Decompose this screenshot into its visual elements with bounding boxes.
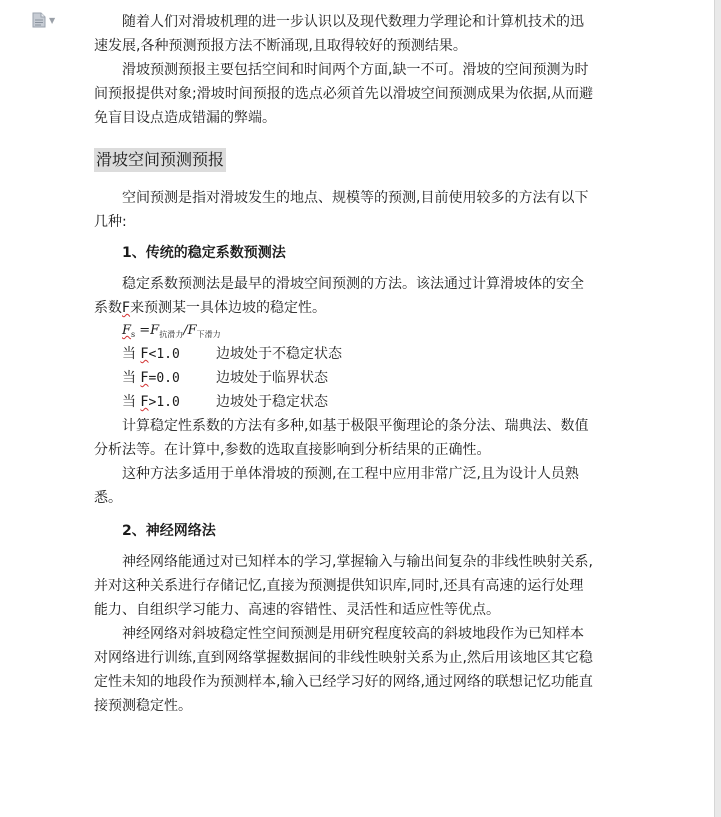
condition-prefix: 当 (122, 346, 141, 362)
condition-text: 边坡处于临界状态 (216, 370, 328, 386)
condition-var: F (140, 346, 149, 362)
chevron-down-icon: ▼ (49, 15, 56, 25)
formula-div: /F (183, 323, 197, 338)
formula-lhs-sub: s (131, 330, 136, 339)
intro-paragraph-1: 随着人们对滑坡机理的进一步认识以及现代数理力学理论和计算机技术的迅速发展,各种预测预报方法不断涌现,且取得较好的预测结果。 (94, 14, 584, 54)
method1-p1-after: 来预测某一具体边坡的稳定性。 (130, 300, 327, 316)
condition-row (122, 366, 594, 390)
formula-num-sub: 抗滑力 (159, 330, 184, 339)
condition-op: =0.0 (148, 371, 180, 386)
condition-text: 边坡处于不稳定状态 (216, 346, 342, 362)
condition-var: F (140, 370, 149, 386)
formula-eq: =F (139, 323, 160, 338)
document-icon (32, 12, 46, 28)
safety-factor-formula (122, 320, 594, 342)
condition-text: 边坡处于稳定状态 (216, 394, 328, 410)
intro-paragraph-2: 滑坡预测预报主要包括空间和时间两个方面,缺一不可。滑坡的空间预测为时间预报提供对象;滑坡时间预报的选点必须首先以滑坡空间预测成果为依据,从而避免盲目设点造成错漏的弊端。 (94, 62, 594, 126)
section-heading: 滑坡空间预测预报 (94, 148, 226, 172)
document-menu-button[interactable] (32, 12, 58, 28)
condition-row (122, 342, 594, 366)
condition-op: <1.0 (148, 347, 180, 362)
method2-heading: 2、神经网络法 (122, 523, 216, 539)
formula-den-sub: 下滑力 (196, 330, 221, 339)
method1-heading: 1、传统的稳定系数预测法 (122, 245, 286, 261)
condition-row (122, 390, 594, 414)
safety-factor-var: F (122, 300, 131, 316)
section-intro-paragraph: 空间预测是指对滑坡发生的地点、规模等的预测,目前使用较多的方法有以下几种: (94, 190, 589, 230)
condition-var: F (140, 394, 149, 410)
formula-lhs: F (122, 323, 132, 338)
condition-prefix: 当 (122, 394, 141, 410)
method2-paragraph-2: 神经网络对斜坡稳定性空间预测是用研究程度较高的斜坡地段作为已知样本对网络进行训练,直到网络掌握数据间的非线性映射关系为止,然后用该地区其它稳定性未知的地段作为预测样本,输入已经学习好的网络,通过网络的联想记忆功能直接预测稳定性。 (94, 626, 593, 714)
condition-op: >1.0 (148, 395, 180, 410)
method1-paragraph-1 (94, 272, 594, 320)
method1-paragraph-2: 计算稳定性系数的方法有多种,如基于极限平衡理论的条分法、瑞典法、数值分析法等。在计算中,参数的选取直接影响到分析结果的正确性。 (94, 418, 589, 458)
method2-paragraph-1: 神经网络能通过对已知样本的学习,掌握输入与输出间复杂的非线性映射关系,并对这种关系进行存储记忆,直接为预测提供知识库,同时,还具有高速的运行处理能力、自组织学习能力、高速的容错性、灵活性和适应性等优点。 (94, 554, 593, 618)
method1-p1-before: 稳定系数预测法是最早的滑坡空间预测的方法。该法通过计算滑坡体的安全系数 (94, 276, 584, 316)
document-body (94, 10, 594, 718)
method1-paragraph-3: 这种方法多适用于单体滑坡的预测,在工程中应用非常广泛,且为设计人员熟悉。 (94, 466, 579, 506)
condition-prefix: 当 (122, 370, 141, 386)
vertical-scrollbar[interactable] (714, 0, 721, 817)
